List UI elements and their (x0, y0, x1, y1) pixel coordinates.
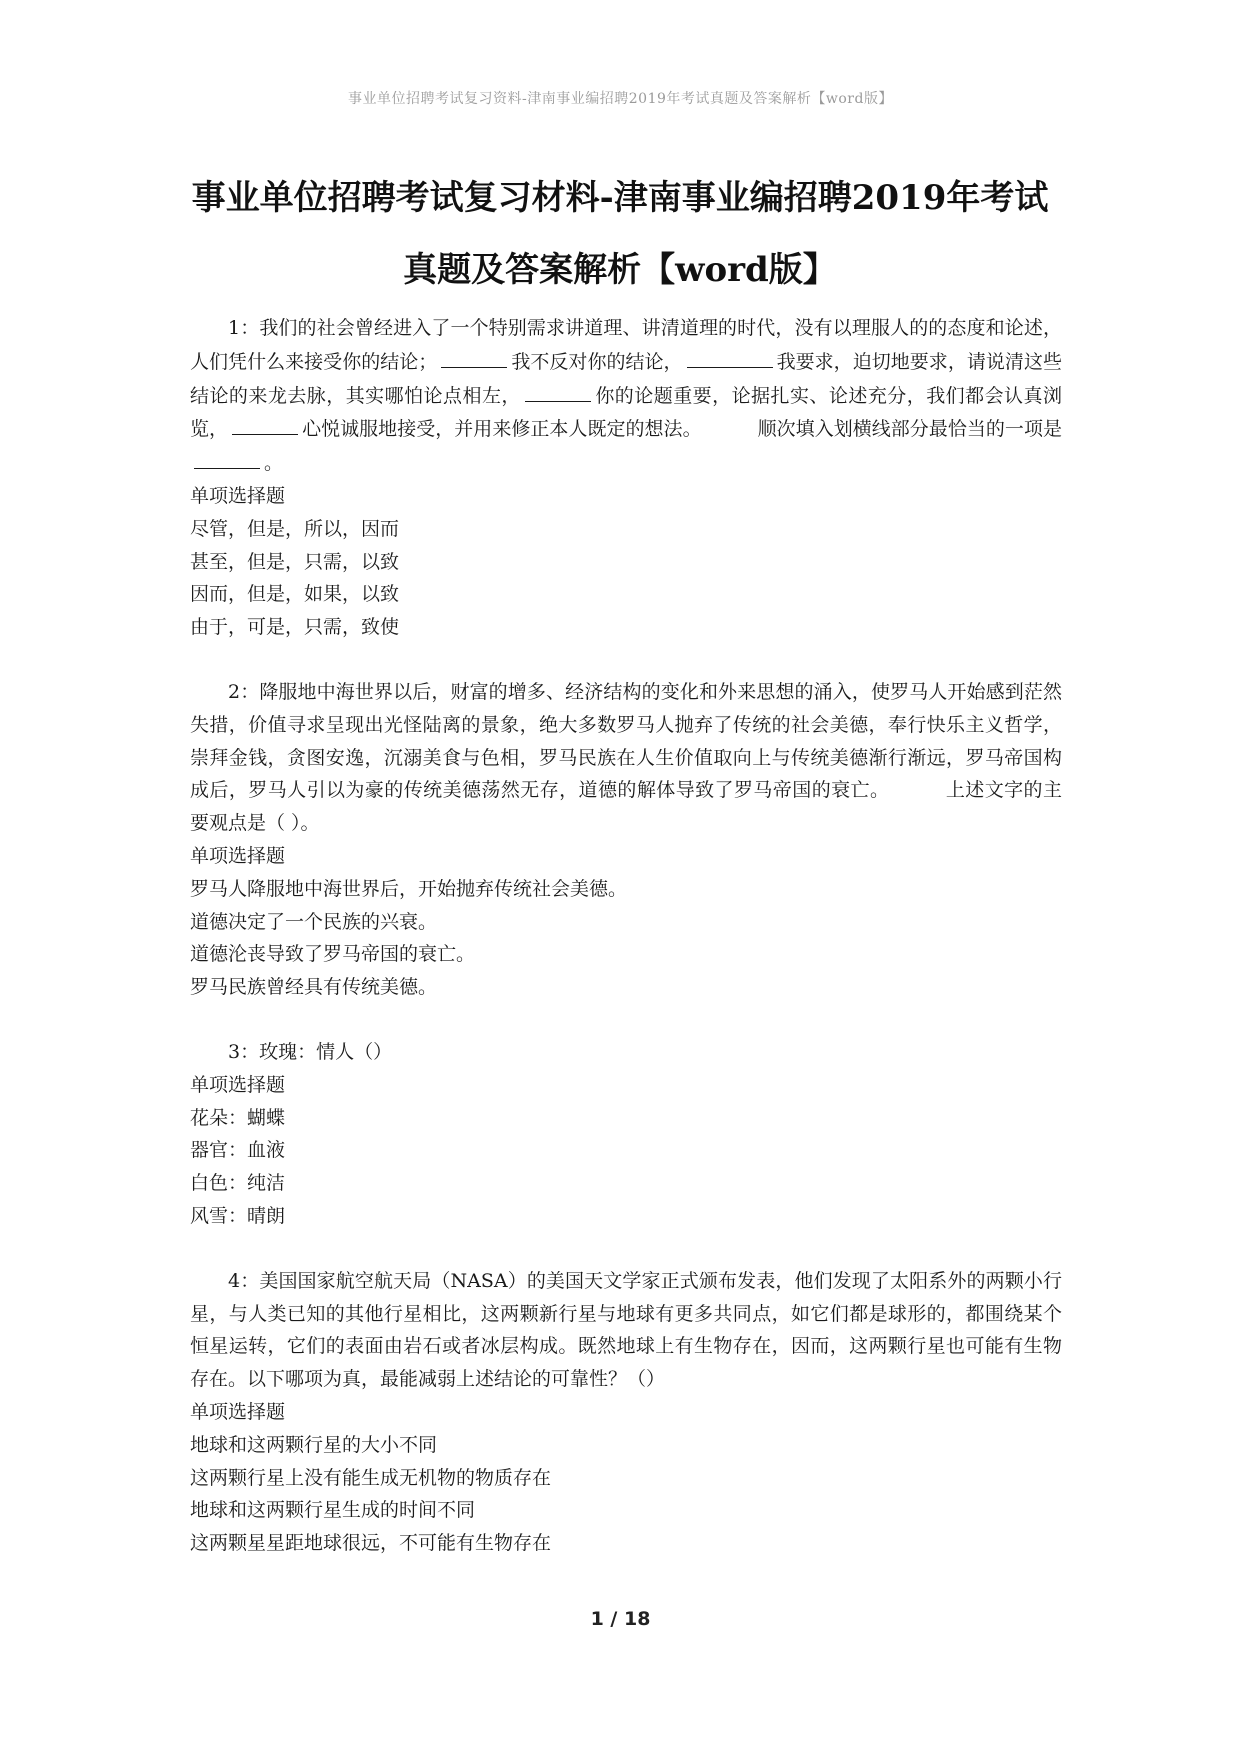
question-1 (190, 312, 1062, 644)
fill-blank (232, 412, 298, 435)
fill-blank (441, 345, 507, 368)
option-c: 道德沦丧导致了罗马帝国的衰亡。 (190, 943, 476, 966)
page-number: 1 / 18 (590, 1608, 651, 1630)
document-body (190, 312, 1062, 1592)
document-title (150, 162, 1090, 306)
question-4 (190, 1265, 1062, 1560)
title-line-1: 事业单位招聘考试复习材料-津南事业编招聘2019年考试 (191, 178, 1049, 218)
option-d: 罗马民族曾经具有传统美德。 (190, 976, 438, 999)
question-type: 单项选择题 (190, 844, 286, 867)
question-stem: 1：我们的社会曾经进入了一个特别需求讲道理、讲清道理的时代，没有以理服人的的态度和论述，人们凭什么来接受你的结论； 我不反对你的结论， 我要求，迫切地要求，请说清这些结论的来龙去脉，其实哪怕论点相左， 你的论题重要，论据扎实、论述充分，我们都会认真浏览， 心悦诚服地接受，并用来修正本人既定的想法。 顺次填入划横线部分最恰当的一项是。 (190, 317, 1062, 475)
question-stem: 2：降服地中海世界以后，财富的增多、经济结构的变化和外来思想的涌入，使罗马人开始感到茫然失措，价值寻求呈现出光怪陆离的景象，绝大多数罗马人抛弃了传统的社会美德，奉行快乐主义哲学，崇拜金钱，贪图安逸，沉溺美食与色相，罗马民族在人生价值取向上与传统美德渐行渐远，罗马帝国构成后，罗马人引以为豪的传统美德荡然无存，道德的解体导致了罗马帝国的衰亡。 上述文字的主要观点是（ ）。 (190, 680, 1062, 835)
option-c: 地球和这两颗行星生成的时间不同 (190, 1499, 476, 1522)
option-d: 风雪：晴朗 (190, 1204, 286, 1227)
option-b: 道德决定了一个民族的兴衰。 (190, 910, 438, 933)
question-type: 单项选择题 (190, 484, 286, 507)
title-line-2: 真题及答案解析【word版】 (403, 250, 837, 290)
option-d: 由于，可是，只需，致使 (190, 616, 400, 639)
question-stem: 4：美国国家航空航天局（NASA）的美国天文学家正式颁布发表，他们发现了太阳系外的两颗小行星，与人类已知的其他行星相比，这两颗新行星与地球有更多共同点，如它们都是球形的，都围绕某个恒星运转，它们的表面由岩石或者冰层构成。既然地球上有生物存在，因而，这两颗行星也可能有生物存在。以下哪项为真，最能减弱上述结论的可靠性？（） (190, 1269, 1062, 1391)
option-c: 白色：纯洁 (190, 1172, 286, 1195)
option-b: 这两颗行星上没有能生成无机物的物质存在 (190, 1466, 552, 1489)
question-stem: 3：玫瑰：情人（） (228, 1040, 393, 1063)
option-a: 地球和这两颗行星的大小不同 (190, 1433, 438, 1456)
question-type: 单项选择题 (190, 1400, 286, 1423)
fill-blank (194, 446, 260, 469)
option-b: 甚至，但是，只需，以致 (190, 550, 400, 573)
fill-blank (687, 345, 773, 368)
option-a: 罗马人降服地中海世界后，开始抛弃传统社会美德。 (190, 877, 628, 900)
question-type: 单项选择题 (190, 1073, 286, 1096)
option-c: 因而，但是，如果，以致 (190, 583, 400, 606)
question-2 (190, 676, 1062, 1004)
running-header: 事业单位招聘考试复习资料-津南事业编招聘2019年考试真题及答案解析【word版】 (348, 91, 893, 107)
option-b: 器官：血液 (190, 1139, 286, 1162)
option-a: 花朵：蝴蝶 (190, 1106, 286, 1129)
question-3 (190, 1036, 1062, 1233)
fill-blank (525, 379, 591, 402)
option-d: 这两颗星星距地球很远，不可能有生物存在 (190, 1532, 552, 1555)
option-a: 尽管，但是，所以，因而 (190, 517, 400, 540)
